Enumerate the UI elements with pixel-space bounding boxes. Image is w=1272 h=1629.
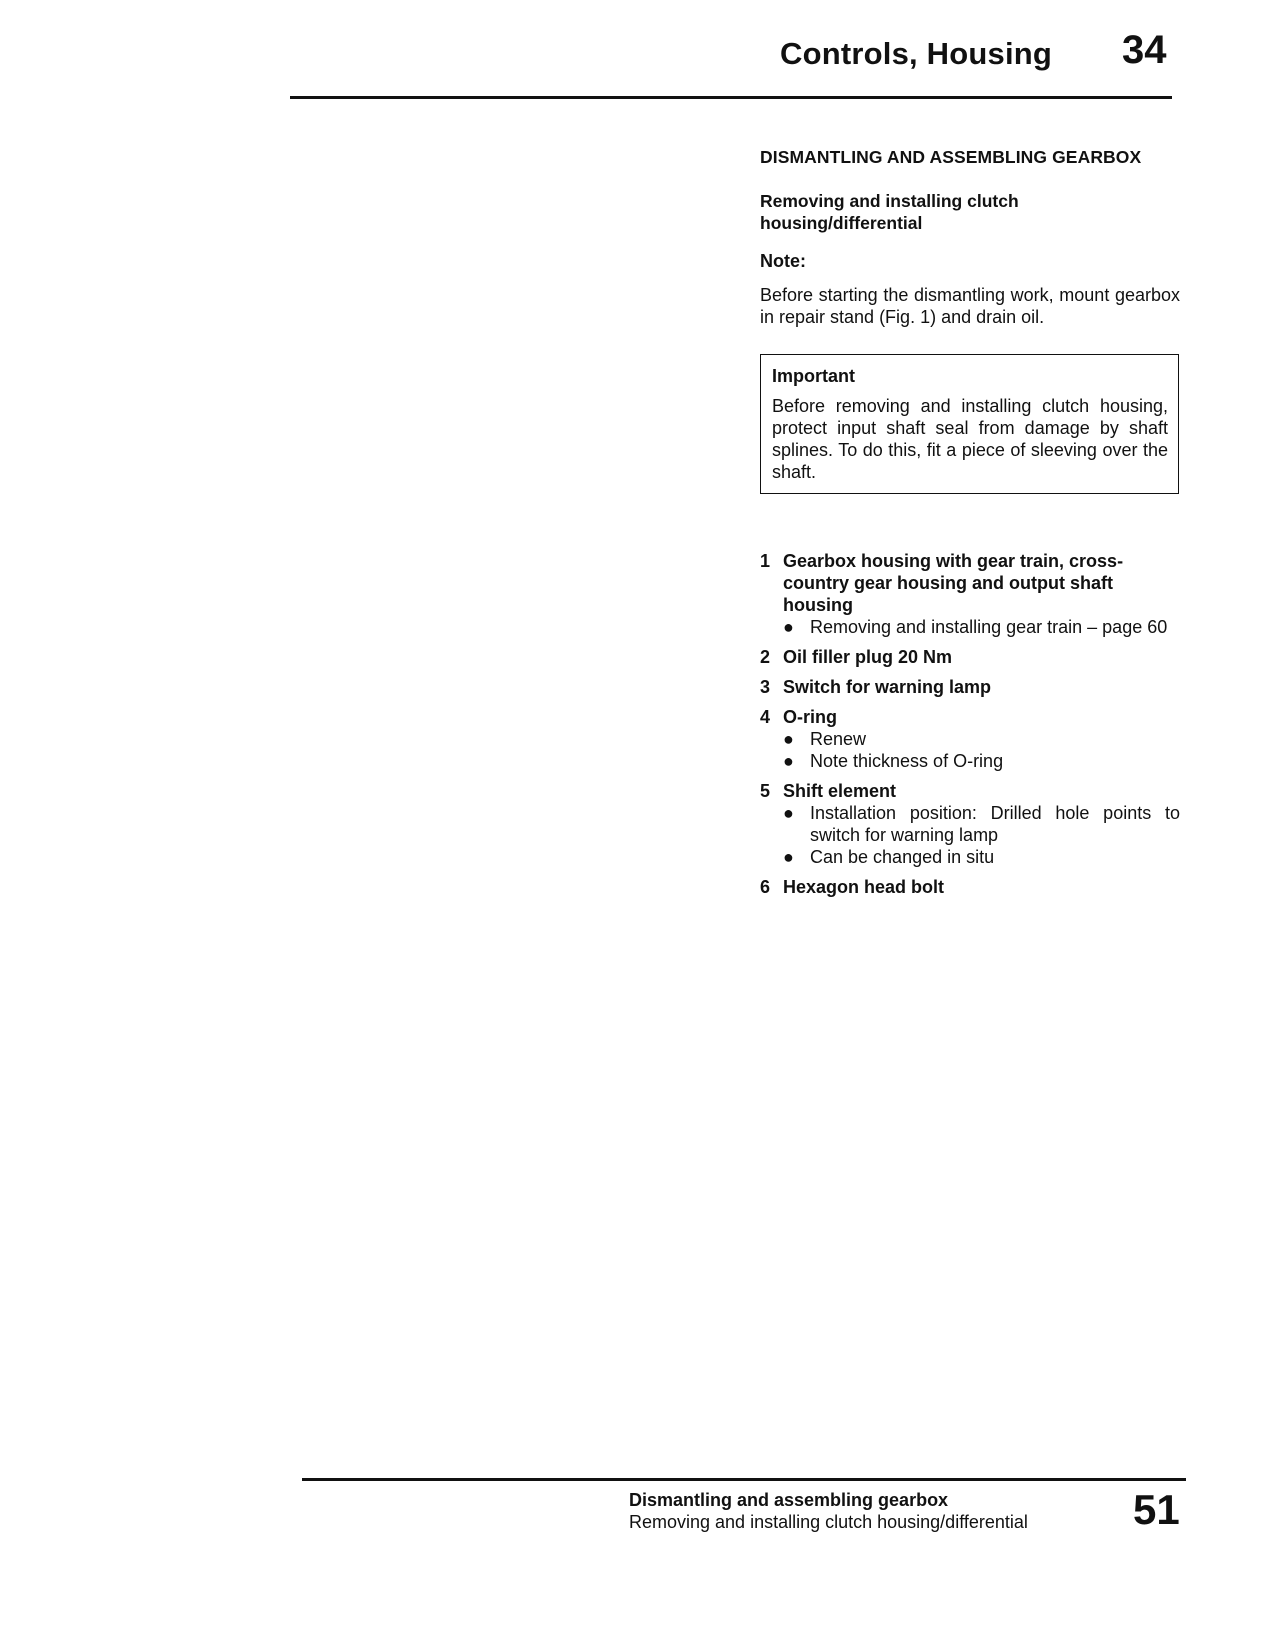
item-number: 4 xyxy=(760,707,771,727)
item-title: Switch for warning lamp xyxy=(783,677,992,697)
footer-subtitle: Removing and installing clutch housing/differential xyxy=(629,1512,1028,1532)
item-title: Shift element xyxy=(783,781,897,801)
list-item xyxy=(760,646,1180,668)
bullet-icon: ● xyxy=(783,617,794,637)
bullet-icon: ● xyxy=(783,729,794,749)
group-number: 34 xyxy=(1122,28,1167,72)
list-item xyxy=(760,676,1180,698)
bullet-point xyxy=(783,728,1180,750)
important-label: Important xyxy=(772,366,855,386)
parts-list xyxy=(760,550,1180,898)
item-number: 1 xyxy=(760,551,771,571)
list-item xyxy=(760,550,1180,638)
bullet-text: Renew xyxy=(810,729,867,749)
list-item xyxy=(760,780,1180,868)
item-title: Oil filler plug 20 Nm xyxy=(783,647,953,667)
note-label: Note: xyxy=(760,251,806,271)
bullet-icon: ● xyxy=(783,751,794,771)
item-number: 5 xyxy=(760,781,771,801)
section-title: DISMANTLING AND ASSEMBLING GEARBOX xyxy=(760,147,1142,167)
item-title: O-ring xyxy=(783,707,837,727)
bullet-icon: ● xyxy=(783,803,794,823)
list-item xyxy=(760,876,1180,898)
item-number: 3 xyxy=(760,677,771,697)
bullet-text: Installation position: Drilled hole points to switch for warning lamp xyxy=(810,803,1180,845)
page-number: 51 xyxy=(1133,1486,1180,1533)
list-item xyxy=(760,706,1180,772)
bullet-point xyxy=(783,750,1180,772)
bullet-icon: ● xyxy=(783,847,794,867)
important-text: Before removing and installing clutch housing, protect input shaft seal from damage by shaft splines. To do this, fit a piece of sleeving over the shaft. xyxy=(772,396,1168,482)
important-box xyxy=(760,354,1179,494)
note-text: Before starting the dismantling work, mount gearbox in repair stand (Fig. 1) and drain oil. xyxy=(760,285,1180,327)
bullet-point xyxy=(783,616,1180,638)
bullet-text: Can be changed in situ xyxy=(810,847,995,867)
page-header-title: Controls, Housing xyxy=(780,36,1053,71)
bullet-text: Note thickness of O-ring xyxy=(810,751,1004,771)
item-title: Hexagon head bolt xyxy=(783,877,945,897)
footer-divider xyxy=(302,1478,1186,1481)
header-divider xyxy=(290,96,1172,99)
item-title: Gearbox housing with gear train, cross-country gear housing and output shaft housing xyxy=(783,551,1124,615)
item-number: 2 xyxy=(760,647,771,667)
subsection-title: Removing and installing clutch housing/differential xyxy=(760,191,1019,233)
bullet-text: Removing and installing gear train – page 60 xyxy=(810,617,1168,637)
item-number: 6 xyxy=(760,877,771,897)
footer-title: Dismantling and assembling gearbox xyxy=(629,1490,949,1510)
bullet-point xyxy=(783,846,1180,868)
content-column xyxy=(760,146,1180,906)
bullet-point xyxy=(783,802,1180,846)
